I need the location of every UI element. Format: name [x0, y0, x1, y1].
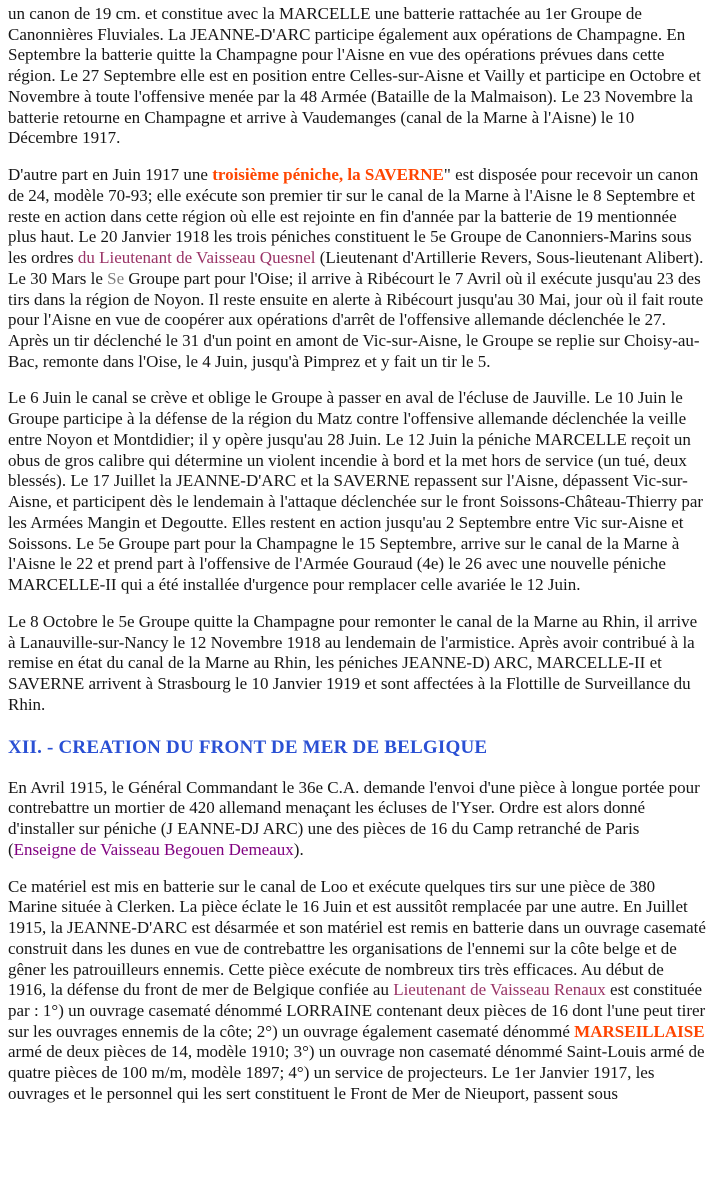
- text-run: Groupe part pour l'Oise; il arrive à Ribécourt le 7 Avril où il exécute jusqu'au 23 des tirs dans la région de Noyon. Il reste ensuite en alerte à Ribécourt jusqu'au 30 Mai, jour où il fait route pour l'Aisne en vue de coopérer aux opérations d'arrêt de l'offensive allemande déclenchée le 27. Après un tir déclenché le 31 d'un point en amont de Vic-sur-Aisne, le Groupe se replie sur Choisy-au-Bac, remonte dans l'Oise, le 4 Juin, jusqu'à Pimprez et y fait un tir le 5.: [8, 268, 708, 371]
- paragraph-4: [8, 612, 706, 716]
- text-run: " est disposée pour recevoir un canon de 24, modèle 70-93; elle exécute son premier tir sur le canal de la Marne à l'Aisne le 8 Septembre et reste en action dans cette région où elle est rejointe en fin d'année par la batterie de 19 mentionnée plus haut. Le 20 Janvier 1918 les trois péniches constituent le 5e Groupe de Canonniers-Marins sous les ordres: [8, 165, 703, 268]
- marseillaise-highlight: MARSEILLAISE: [574, 1021, 705, 1041]
- quesnel-entity: du Lieutenant de Vaisseau Quesnel: [77, 248, 316, 268]
- paragraph-3: [8, 388, 706, 595]
- renaux-entity: Lieutenant de Vaisseau Renaux: [393, 980, 606, 1000]
- text-run: un canon de 19 cm. et constitue avec la MARCELLE une batterie rattachée au 1er Groupe de Canonnières Fluviales. La JEANNE-D'ARC participe également aux opérations de Champagne. En Septembre la batterie quitte la Champagne pour l'Aisne en vue des opérations prévues dans cette région. Le 27 Septembre elle est en position entre Celles-sur-Aisne et Vailly et participe en Octobre et Novembre à toute l'offensive menée par la 48 Armée (Bataille de la Malmaison). Le 23 Novembre la batterie retourne en Champagne et arrive à Vaudemanges (canal de la Marne à l'Aisne) le 10 Décembre 1917.: [8, 4, 706, 148]
- paragraph-1: [8, 4, 706, 149]
- document-body: [8, 4, 711, 1105]
- text-run: Le 6 Juin le canal se crève et oblige le Groupe à passer en aval de l'écluse de Jauville. Le 10 Juin le Groupe participe à la défense de la région du Matz contre l'offensive allemande déclenchée la veille entre Noyon et Montdidier; il y opère jusqu'au 28 Juin. Le 12 Juin la péniche MARCELLE reçoit un obus de gros calibre qui détermine un violent incendie à bord et la met hors de service (un tué, deux blessés). Le 17 Juillet la JEANNE-D'ARC et la SAVERNE repassent sur l'Aisne, dépassent Vic-sur-Aisne, et participent dès le lendemain à l'attaque déclenchée sur le front Soissons-Château-Thierry par les Armées Mangin et Degoutte. Elles restent en action jusqu'au 2 Septembre entre Vic sur-Aisne et Soissons. Le 5e Groupe part pour la Champagne le 15 Septembre, arrive sur le canal de la Marne à l'Aisne le 22 et prend part à l'offensive de l'Armée Gouraud (4e) le 26 avec une nouvelle péniche MARCELLE-II qui a été installée d'urgence pour remplacer celle avariée le 12 Juin.: [8, 388, 708, 595]
- paragraph-2: [8, 165, 706, 372]
- paragraph-5: [8, 778, 706, 861]
- text-run: D'autre part en Juin 1917 une: [8, 165, 213, 185]
- text-run: ).: [293, 839, 304, 859]
- section-heading-xii: [8, 736, 706, 759]
- ocr-artifact-se: Se: [107, 268, 125, 288]
- text-run: est constituée par : 1°) un ouvrage casematé dénommé LORRAINE contenant deux pièces de 16 dont l'une peut tirer sur les ouvrages ennemis de la côte; 2°) un ouvrage également casematé dénommé: [8, 980, 710, 1041]
- saverne-highlight: troisième péniche, la SAVERNE: [212, 165, 444, 185]
- section-heading-text: XII. - CREATION DU FRONT DE MER DE BELGIQUE: [8, 736, 488, 758]
- text-run: Le 8 Octobre le 5e Groupe quitte la Champagne pour remonter le canal de la Marne au Rhin, il arrive à Lanauville-sur-Nancy le 12 Novembre 1918 au lendemain de l'armistice. Après avoir contribué à la remise en état du canal de la Marne au Rhin, les péniches JEANNE-D) ARC, MARCELLE-II et SAVERNE arrivent à Strasbourg le 10 Janvier 1919 et sont affectées à la Flottille de Surveillance du Rhin.: [8, 611, 702, 714]
- paragraph-6: [8, 876, 711, 1105]
- text-run: armé de deux pièces de 14, modèle 1910; 3°) un ouvrage non casematé dénommé Saint-Louis armé de quatre pièces de 100 m/m, modèle 1897; 4°) un service de projecteurs. Le 1er Janvier 1917, les ouvrages et le personnel qui les sert constituent le Front de Mer de Nieuport, passent sous: [8, 1021, 709, 1103]
- text-run: En Avril 1915, le Général Commandant le 36e C.A. demande l'envoi d'une pièce à longue portée pour contrebattre un mortier de 420 allemand menaçant les écluses de l'Yser. Ordre est alors donné d'installer sur péniche (J EANNE-DJ ARC) une des pièces de 16 du Camp retranché de Paris (: [8, 777, 704, 859]
- text-run: (Lieutenant d'Artillerie Revers, Sous-lieutenant Alibert). Le 30 Mars le: [8, 248, 708, 288]
- begouen-entity: Enseigne de Vaisseau Begouen Demeaux: [13, 839, 294, 859]
- text-run: Ce matériel est mis en batterie sur le canal de Loo et exécute quelques tirs sur une pièce de 380 Marine située à Clerken. La pièce éclate le 16 Juin et est aussitôt remplacée par une autre. En Juillet 1915, la JEANNE-D'ARC est désarmée et son matériel est remis en batterie dans un ouvrage casematé construit dans les dunes en vue de contrebattre les organisations de l'ennemi sur la côte belge et de gêner les patrouilleurs ennemis. Cette pièce exécute de nombreux tirs très efficaces. Au début de 1916, la défense du front de mer de Belgique confiée au: [8, 876, 711, 1000]
